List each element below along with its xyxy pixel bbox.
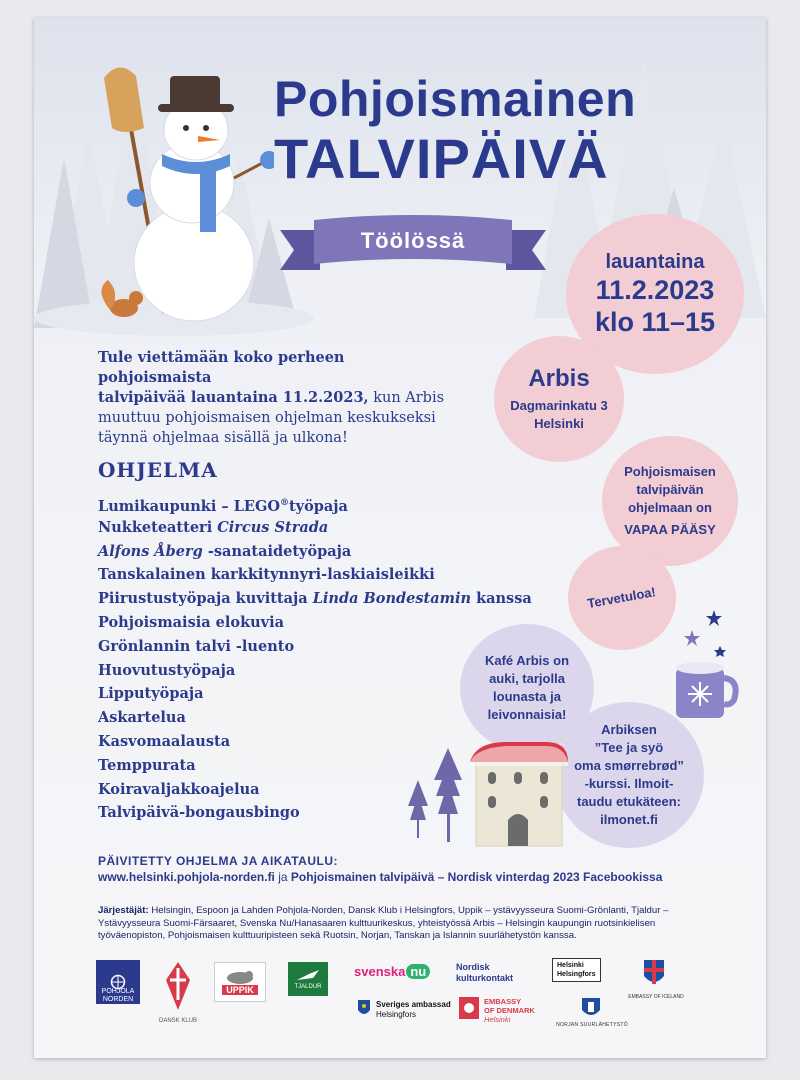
- uppik-text: UPPIK: [222, 985, 258, 995]
- registered-mark: ®: [279, 498, 289, 508]
- iceland-coat-of-arms-icon: [640, 956, 668, 990]
- program-item: [98, 492, 532, 516]
- cafe-line4: leivonnaisia!: [487, 707, 567, 722]
- bird-icon: [295, 968, 321, 984]
- date-time: klo 11–15: [594, 306, 716, 337]
- tjaldur-text: TJALDUR: [294, 984, 322, 990]
- intro-line2-wrap: [98, 388, 458, 408]
- welcome-badge: [568, 546, 676, 650]
- program-item-italic: Circus Strada: [217, 518, 329, 536]
- program-item-text: Talvipäivä-bongausbingo: [98, 804, 300, 822]
- organizers-text: [98, 905, 718, 943]
- sweden-coat-of-arms-icon: [356, 996, 372, 1018]
- welcome-text: Tervetuloa!: [586, 584, 658, 611]
- pohjola-text1: POHJOLA: [101, 988, 135, 995]
- organizers-label: Järjestäjät:: [98, 905, 149, 916]
- program-item: [98, 778, 532, 802]
- venue-city: Helsinki: [534, 416, 584, 431]
- program-item-italic: Alfons Åberg: [98, 542, 203, 560]
- program-item-text: Kasvomaalausta: [98, 732, 231, 750]
- svenska-text: svenska: [354, 964, 406, 979]
- tjaldur-logo: [288, 962, 328, 996]
- program-item-text: Temppurata: [98, 756, 196, 774]
- intro-line3: muuttuu pohjoismaisen ohjelman keskukseksi: [98, 410, 436, 426]
- nordisk-text2: kulturkontakt: [456, 973, 514, 983]
- free-entry-line3: ohjelmaan on: [628, 500, 712, 515]
- course-line6: ilmonet.fi: [600, 812, 658, 827]
- sweden-text2: Helsingfors: [376, 1010, 417, 1019]
- program-item-text: Huovutustyöpaja: [98, 661, 236, 679]
- date-day: lauantaina: [605, 250, 705, 273]
- svenska-nu-logo: [354, 964, 430, 979]
- cafe-line3: lounasta ja: [493, 689, 561, 704]
- uppik-logo: [214, 962, 266, 1002]
- iceland-label: EMBASSY OF ICELAND: [628, 994, 684, 1000]
- intro-line4: täynnä ohjelmaa sisällä ja ulkona!: [98, 430, 348, 446]
- program-item: [98, 682, 532, 706]
- helsinki-logo: [552, 958, 601, 982]
- updated-url[interactable]: www.helsinki.pohjola-norden.fi: [98, 870, 275, 884]
- updated-title: PÄIVITETTY OHJELMA JA AIKATAULU:: [98, 854, 339, 868]
- nu-text: nu: [406, 964, 430, 979]
- denmark-embassy-logo: [484, 997, 535, 1024]
- program-item: [98, 563, 532, 587]
- organizers-body: Helsingin, Espoon ja Lahden Pohjola-Norden, Dansk Klub i Helsingfors, Uppik – ystävyysseura Suomi-Grönlanti, Tjaldur – Ystävyysseura Suomi-Färsaaret, Svenska Nu/Hanasaaren kulttuurikeskus, yhteistyössä Arbis – Helsingin kaupungin ruotsinkielisen työväenopiston, Pohjoismaisen kulttuuripisteen sekä Ruotsin, Norjan, Tanskan ja Islannin suurlähetystön kanssa.: [98, 905, 669, 941]
- date-date: 11.2.2023: [595, 274, 715, 305]
- program-item: [98, 540, 532, 564]
- program-item-italic: Linda Bondestamin: [312, 590, 472, 608]
- updated-line: [98, 870, 662, 884]
- nordisk-kulturkontakt-logo: [456, 962, 513, 984]
- pohjola-text2: NORDEN: [102, 996, 134, 1003]
- helsinki-text1: Helsinki: [557, 962, 584, 969]
- venue-street: Dagmarinkatu 3: [510, 398, 608, 413]
- cafe-line2: auki, tarjolla: [489, 671, 565, 686]
- dansk-klub-logo: [164, 960, 192, 1018]
- program-item-text: Koiravaljakkoajelua: [98, 780, 260, 798]
- program-item-text: Lumikaupunki – LEGO: [98, 497, 280, 515]
- pohjola-norden-label: [90, 988, 146, 1004]
- norway-label: NORJAN SUURLÄHETYSTÖ: [556, 1022, 628, 1028]
- program-item: [98, 611, 532, 635]
- free-entry-line4: VAPAA PÄÄSY: [624, 522, 716, 537]
- program-item-text: Piirustustyöpaja kuvittaja: [98, 590, 313, 608]
- nordisk-text1: Nordisk: [456, 962, 490, 972]
- norway-coat-of-arms-icon: [580, 994, 602, 1020]
- helsinki-text2: Helsingfors: [557, 971, 596, 978]
- sweden-embassy-logo: [376, 1000, 451, 1020]
- course-line1: Arbiksen: [601, 722, 657, 737]
- free-entry-line1: Pohjoismaisen: [624, 464, 716, 479]
- denmark-text3: Helsinki: [484, 1015, 511, 1024]
- program-item: [98, 587, 532, 611]
- program-item: [98, 801, 532, 825]
- title-line-1: Pohjoismainen: [274, 71, 637, 127]
- seal-icon: [225, 969, 255, 985]
- intro-text: [98, 348, 458, 448]
- program-item-text: Tanskalainen karkkitynnyri-laskiaisleikki: [98, 566, 435, 584]
- denmark-text1: EMBASSY: [484, 997, 522, 1006]
- course-line4: -kurssi. Ilmoit-: [584, 776, 674, 791]
- program-item: [98, 659, 532, 683]
- free-entry-line2: talvipäivän: [636, 482, 704, 497]
- program-item-text: Nukketeatteri: [98, 518, 218, 536]
- course-line5: taudu etukäteen:: [576, 794, 681, 809]
- program-item-text: Grönlannin talvi -luento: [98, 637, 295, 655]
- course-line2: ”Tee ja syö: [594, 740, 664, 755]
- intro-line2b: kun Arbis: [368, 390, 445, 406]
- program-heading: OHJELMA: [98, 458, 218, 482]
- mug-with-stars-illustration: [674, 608, 744, 728]
- program-item-suffix: työpaja: [288, 497, 348, 515]
- program-item-text: Askartelua: [98, 709, 186, 727]
- snowman-illustration: [74, 58, 274, 328]
- intro-line2: talvipäivää lauantaina 11.2.2023,: [98, 389, 369, 406]
- program-list: [98, 492, 532, 825]
- cafe-line1: Kafé Arbis on: [484, 653, 570, 668]
- program-item: [98, 706, 532, 730]
- program-item-suffix: -sanataidetyöpaja: [202, 542, 352, 560]
- course-line3: oma smørrebrød”: [574, 758, 684, 773]
- poster: [34, 18, 766, 1058]
- course-badge: [554, 702, 704, 848]
- dansk-klub-label: DANSK KLUB: [158, 1018, 197, 1024]
- venue-name: Arbis: [528, 365, 590, 392]
- program-item: [98, 754, 532, 778]
- sweden-text1: Sveriges ambassad: [376, 1000, 451, 1009]
- denmark-text2: OF DENMARK: [484, 1006, 535, 1015]
- intro-line1: Tule viettämään koko perheen pohjoismaista: [98, 349, 345, 386]
- program-item-suffix: kanssa: [471, 590, 532, 608]
- updated-ja: ja: [274, 870, 291, 884]
- program-item: [98, 635, 532, 659]
- ribbon-text: Töölössä: [360, 228, 466, 253]
- denmark-crest-icon: [458, 996, 480, 1020]
- updated-facebook: Pohjoismainen talvipäivä – Nordisk vinterdag 2023 Facebookissa: [290, 870, 663, 884]
- program-item: [98, 516, 532, 540]
- program-item-text: Lipputyöpaja: [98, 685, 204, 703]
- title-line-2: TALVIPÄIVÄ: [274, 127, 609, 190]
- program-item-text: Pohjoismaisia elokuvia: [98, 613, 285, 631]
- venue-badge: [494, 336, 624, 462]
- program-item: [98, 730, 532, 754]
